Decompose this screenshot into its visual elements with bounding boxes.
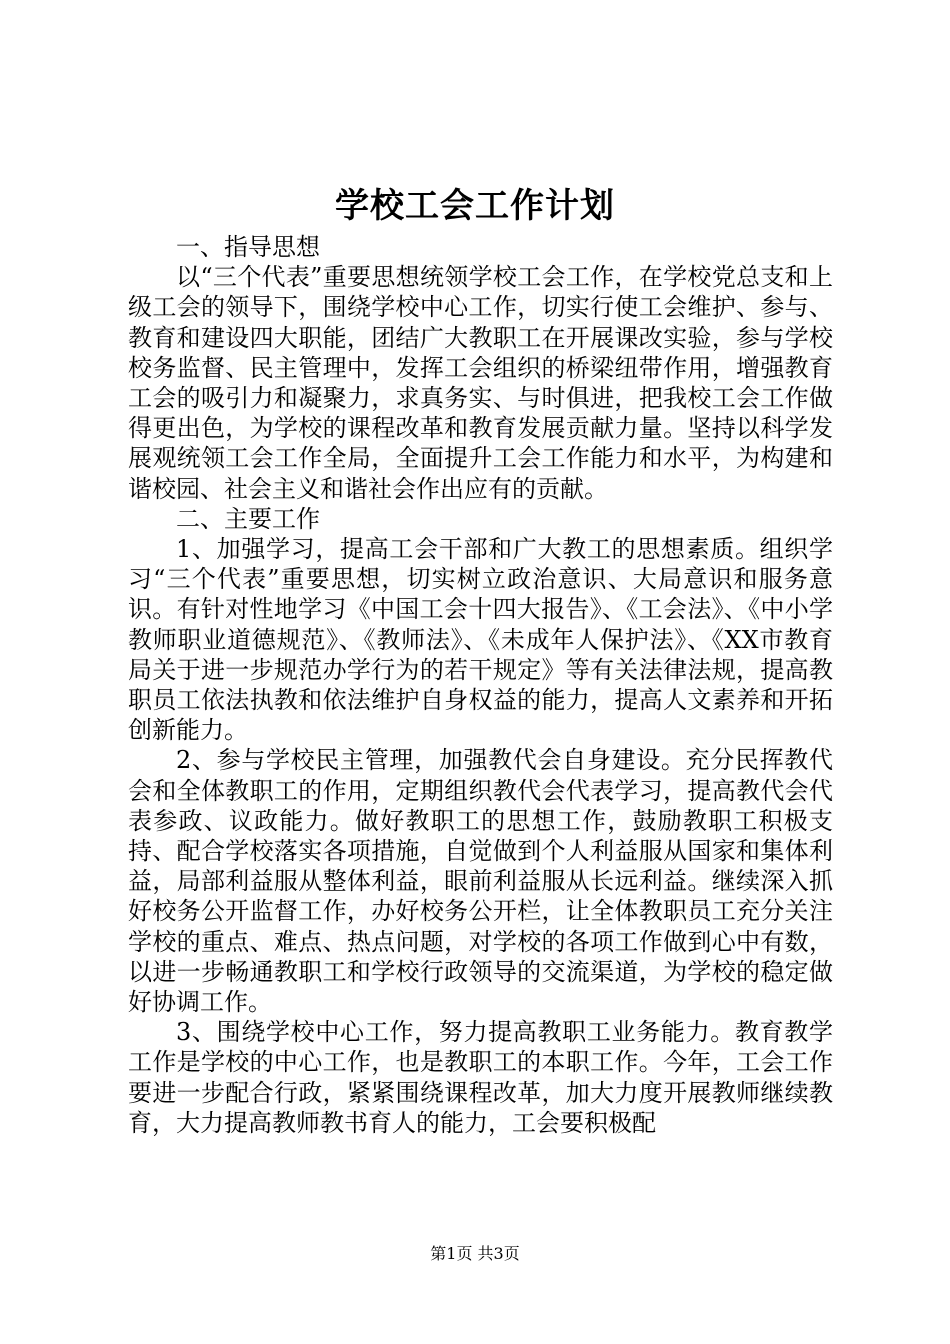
paragraph-work-item-1: 1、加强学习，提高工会干部和广大教工的思想素质。组织学习“三个代表”重要思想，切实树立政治意识、大局意识和服务意识。有针对性地学习《中国工会十四大报告》、《工会法》、《中小学教师职业道德规范》、《教师法》、《未成年人保护法》、《XX市教育局关于进一步规范办学行为的若干规定》等有关法律法规，提高教职员工依法执教和依法维护自身权益的能力，提高人文素养和开拓创新能力。 bbox=[128, 535, 833, 745]
page-footer: 第1页 共3页 bbox=[430, 1244, 520, 1263]
section-heading-main-work: 二、主要工作 bbox=[176, 504, 320, 533]
document-body bbox=[128, 232, 833, 1138]
paragraph-guiding-ideology: 以“三个代表”重要思想统领学校工会工作，在学校党总支和上级工会的领导下，围绕学校中心工作，切实行使工会维护、参与、教育和建设四大职能，团结广大教职工在开展课改实验，参与学校校务监督、民主管理中，发挥工会组织的桥梁纽带作用，增强教育工会的吸引力和凝聚力，求真务实、与时俱进，把我校工会工作做得更出色，为学校的课程改革和教育发展贡献力量。坚持以科学发展观统领工会工作全局，全面提升工会工作能力和水平，为构建和谐校园、社会主义和谐社会作出应有的贡献。 bbox=[128, 263, 833, 503]
paragraph-work-item-3: 3、围绕学校中心工作，努力提高教职工业务能力。教育教学工作是学校的中心工作，也是教职工的本职工作。今年，工会工作要进一步配合行政，紧紧围绕课程改革，加大力度开展教师继续教育，大力提高教师教书育人的能力，工会要积极配 bbox=[128, 1018, 833, 1137]
paragraph-work-item-2: 2、参与学校民主管理，加强教代会自身建设。充分民挥教代会和全体教职工的作用，定期组织教代会代表学习，提高教代会代表参政、议政能力。做好教职工的思想工作，鼓励教职工积极支持、配合学校落实各项措施，自觉做到个人利益服从国家和集体利益，局部利益服从整体利益，眼前利益服从长远利益。继续深入抓好校务公开监督工作，办好校务公开栏，让全体教职员工充分关注学校的重点、难点、热点问题，对学校的各项工作做到心中有数，以进一步畅通教职工和学校行政领导的交流渠道，为学校的稳定做好协调工作。 bbox=[128, 746, 833, 1017]
section-heading-guiding-ideology: 一、指导思想 bbox=[176, 233, 320, 261]
document-title: 学校工会工作计划 bbox=[335, 186, 615, 226]
